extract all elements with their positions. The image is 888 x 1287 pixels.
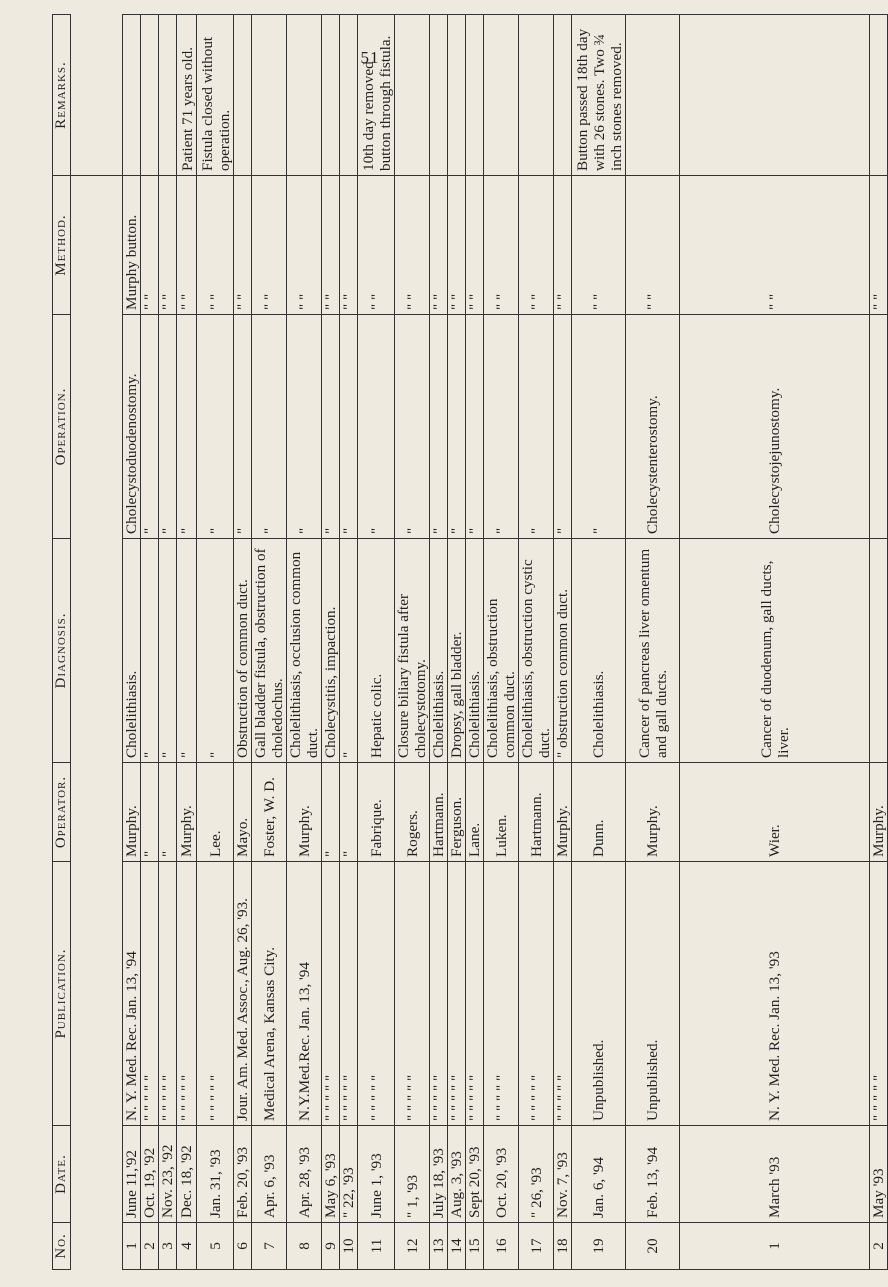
- cell-no: 2: [870, 1223, 888, 1270]
- table-row: [340, 15, 358, 1270]
- cell-method: " ": [430, 176, 448, 315]
- cell-operation: ": [141, 315, 159, 539]
- cell-operation: ": [448, 315, 466, 539]
- cell-no: 1: [123, 1223, 141, 1270]
- cell-operation: Cholecystenterostomy.: [626, 315, 680, 539]
- cell-date: " 1, '93: [395, 1126, 430, 1223]
- cell-publication: " " " " ": [430, 862, 448, 1126]
- cell-operator: ": [322, 763, 340, 862]
- header-method: Method.: [53, 176, 71, 315]
- cell-remarks: Button passed 18th day with 26 stones. Two ¾ inch stones removed.: [572, 15, 626, 176]
- cell-publication: " " " " ": [395, 862, 430, 1126]
- cell-operator: Murphy.: [626, 763, 680, 862]
- cell-publication: " " " " ": [448, 862, 466, 1126]
- cell-operator: ": [141, 763, 159, 862]
- table-row: [484, 15, 519, 1270]
- table-row: [519, 15, 554, 1270]
- table-row: [430, 15, 448, 1270]
- table-row: [626, 15, 680, 1270]
- header-diagnosis: Diagnosis.: [53, 539, 71, 763]
- cell-publication: N.Y.Med.Rec. Jan. 13, '94: [287, 862, 322, 1126]
- cell-operator: Murphy.: [287, 763, 322, 862]
- cell-publication: " " " " ": [466, 862, 484, 1126]
- cell-operation: ": [159, 315, 177, 539]
- cell-diagnosis: ": [141, 539, 159, 763]
- cell-diagnosis: ": [177, 539, 197, 763]
- cell-date: Feb. 20, '93: [234, 1126, 252, 1223]
- cell-publication: Unpublished.: [572, 862, 626, 1126]
- cell-no: 14: [448, 1223, 466, 1270]
- header-operator: Operator.: [53, 763, 71, 862]
- cell-no: 1: [680, 1223, 870, 1270]
- case-table: [52, 14, 888, 1270]
- header-operation: Operation.: [53, 315, 71, 539]
- cell-operator: Ferguson.: [448, 763, 466, 862]
- table-row: [466, 15, 484, 1270]
- cell-diagnosis: ": [197, 539, 234, 763]
- cell-diagnosis: Cholelithiasis, occlusion common duct.: [287, 539, 322, 763]
- cell-diagnosis: [870, 539, 888, 763]
- cell-operation: ": [572, 315, 626, 539]
- cell-operator: Hartmann.: [519, 763, 554, 862]
- cell-operation: Cholecystojejunostomy.: [680, 315, 870, 539]
- table-row: [234, 15, 252, 1270]
- cell-publication: " " " " ": [159, 862, 177, 1126]
- cell-diagnosis: Cholecystitis, impaction.: [322, 539, 340, 763]
- cell-no: 19: [572, 1223, 626, 1270]
- cell-no: 7: [252, 1223, 287, 1270]
- table-row: [680, 15, 870, 1270]
- cell-date: Oct. 20, '93: [484, 1126, 519, 1223]
- cell-operation: ": [519, 315, 554, 539]
- table-row: [395, 15, 430, 1270]
- cell-operation: ": [234, 315, 252, 539]
- cell-operator: Murphy.: [554, 763, 572, 862]
- cell-remarks: [340, 15, 358, 176]
- cell-remarks: [554, 15, 572, 176]
- cell-publication: " " " " ": [358, 862, 395, 1126]
- cell-method: " ": [358, 176, 395, 315]
- cell-operator: Murphy.: [177, 763, 197, 862]
- table-row: [448, 15, 466, 1270]
- cell-method: " ": [395, 176, 430, 315]
- cell-date: June 11,'92: [123, 1126, 141, 1223]
- cell-date: Jan. 6, '94: [572, 1126, 626, 1223]
- cell-no: 6: [234, 1223, 252, 1270]
- header-remarks: Remarks.: [53, 15, 71, 176]
- cell-no: 16: [484, 1223, 519, 1270]
- cell-remarks: [448, 15, 466, 176]
- cell-operation: ": [197, 315, 234, 539]
- cell-diagnosis: Cholelithiasis.: [572, 539, 626, 763]
- cell-method: " ": [234, 176, 252, 315]
- cell-date: Apr. 28, '93: [287, 1126, 322, 1223]
- table-row: [287, 15, 322, 1270]
- cell-no: 3: [159, 1223, 177, 1270]
- subheader-row: [71, 15, 123, 1270]
- header-no: No.: [53, 1223, 71, 1270]
- cell-date: " 26, '93: [519, 1126, 554, 1223]
- cell-no: 5: [197, 1223, 234, 1270]
- cell-method: " ": [466, 176, 484, 315]
- cell-remarks: [519, 15, 554, 176]
- cell-remarks: [484, 15, 519, 176]
- cell-publication: " " " " ": [484, 862, 519, 1126]
- cell-method: " ": [680, 176, 870, 315]
- cell-no: 20: [626, 1223, 680, 1270]
- cell-diagnosis: Dropsy, gall bladder.: [448, 539, 466, 763]
- cell-diagnosis: " obstruction common duct.: [554, 539, 572, 763]
- cell-operator: Murphy.: [123, 763, 141, 862]
- cell-operation: ": [484, 315, 519, 539]
- cell-publication: " " " " ": [322, 862, 340, 1126]
- table-row: [322, 15, 340, 1270]
- cell-operation: ": [554, 315, 572, 539]
- cell-operator: ": [159, 763, 177, 862]
- cell-date: Oct. 19, '92: [141, 1126, 159, 1223]
- cell-operator: Lee.: [197, 763, 234, 862]
- cell-remarks: Patient 71 years old.: [177, 15, 197, 176]
- cell-publication: Jour. Am. Med. Assoc., Aug. 26, '93.: [234, 862, 252, 1126]
- cell-remarks: [123, 15, 141, 176]
- cell-publication: Unpublished.: [626, 862, 680, 1126]
- cell-no: 11: [358, 1223, 395, 1270]
- cell-method: " ": [141, 176, 159, 315]
- cell-remarks: [870, 15, 888, 176]
- cell-operation: ": [322, 315, 340, 539]
- cell-no: 18: [554, 1223, 572, 1270]
- cell-no: 10: [340, 1223, 358, 1270]
- cell-date: May 6, '93: [322, 1126, 340, 1223]
- cell-publication: " " " " ": [870, 862, 888, 1126]
- cell-remarks: [141, 15, 159, 176]
- cell-no: 17: [519, 1223, 554, 1270]
- cell-operator: Foster, W. D.: [252, 763, 287, 862]
- cell-remarks: [395, 15, 430, 176]
- cell-remarks: [430, 15, 448, 176]
- subheader-spacer: [71, 176, 123, 1270]
- table-row: [870, 15, 888, 1270]
- page-number: 51: [360, 48, 380, 67]
- header-row: [53, 15, 71, 1270]
- cell-method: " ": [252, 176, 287, 315]
- table-row: [554, 15, 572, 1270]
- cell-diagnosis: Obstruction of common duct.: [234, 539, 252, 763]
- cell-publication: Medical Arena, Kansas City.: [252, 862, 287, 1126]
- cell-method: " ": [484, 176, 519, 315]
- cell-publication: N. Y. Med. Rec. Jan. 13, '93: [680, 862, 870, 1126]
- cell-operator: Lane.: [466, 763, 484, 862]
- cell-diagnosis: Cancer of pancreas liver omentum and gall ducts.: [626, 539, 680, 763]
- cell-method: " ": [177, 176, 197, 315]
- cell-publication: " " " " ": [177, 862, 197, 1126]
- cell-diagnosis: Cholelithiasis.: [466, 539, 484, 763]
- cell-operation: ": [340, 315, 358, 539]
- cell-date: Aug. 3, '93: [448, 1126, 466, 1223]
- cell-date: " 22, '93: [340, 1126, 358, 1223]
- cell-publication: N. Y. Med. Rec. Jan. 13, '94: [123, 862, 141, 1126]
- cell-date: June 1, '93: [358, 1126, 395, 1223]
- cell-publication: " " " " ": [554, 862, 572, 1126]
- table-row: [252, 15, 287, 1270]
- cell-operation: ": [395, 315, 430, 539]
- cell-remarks: 10th day removed button through fistula.: [358, 15, 395, 176]
- subheader-spacer-remarks: [71, 15, 123, 176]
- cell-no: 2: [141, 1223, 159, 1270]
- cell-operator: Murphy.: [870, 763, 888, 862]
- cell-method: " ": [197, 176, 234, 315]
- table-row: [358, 15, 395, 1270]
- cell-remarks: [159, 15, 177, 176]
- cell-diagnosis: Cholelithiasis, obstruction cystic duct.: [519, 539, 554, 763]
- cell-operator: Rogers.: [395, 763, 430, 862]
- cell-method: " ": [870, 176, 888, 315]
- table-row: [159, 15, 177, 1270]
- table-row: [177, 15, 197, 1270]
- cell-date: Feb. 13, '94: [626, 1126, 680, 1223]
- cell-remarks: Fistula closed without operation.: [197, 15, 234, 176]
- cell-diagnosis: Gall bladder fistula, obstruction of choledochus.: [252, 539, 287, 763]
- cell-remarks: [680, 15, 870, 176]
- cell-diagnosis: Hepatic colic.: [358, 539, 395, 763]
- cell-remarks: [287, 15, 322, 176]
- cell-diagnosis: Cancer of duodenum, gall ducts, liver.: [680, 539, 870, 763]
- cell-operation: ": [358, 315, 395, 539]
- cell-publication: " " " " ": [340, 862, 358, 1126]
- cell-no: 15: [466, 1223, 484, 1270]
- cell-remarks: [234, 15, 252, 176]
- cell-date: March '93: [680, 1126, 870, 1223]
- cell-remarks: [626, 15, 680, 176]
- header-publication: Publication.: [53, 862, 71, 1126]
- cell-no: 13: [430, 1223, 448, 1270]
- cell-method: " ": [340, 176, 358, 315]
- cell-operation: ": [430, 315, 448, 539]
- header-date: Date.: [53, 1126, 71, 1223]
- cell-publication: " " " " ": [141, 862, 159, 1126]
- table-row: [141, 15, 159, 1270]
- cell-operator: Wier.: [680, 763, 870, 862]
- cell-date: Jan. 31, '93: [197, 1126, 234, 1223]
- cell-no: 9: [322, 1223, 340, 1270]
- cell-date: Nov. 7, '93: [554, 1126, 572, 1223]
- cell-publication: " " " " ": [519, 862, 554, 1126]
- cell-operation: ": [252, 315, 287, 539]
- cell-diagnosis: Cholelithiasis.: [123, 539, 141, 763]
- cell-diagnosis: ": [340, 539, 358, 763]
- cell-date: Nov. 23, '92: [159, 1126, 177, 1223]
- cell-method: Murphy button.: [123, 176, 141, 315]
- cell-remarks: [252, 15, 287, 176]
- cell-operator: Dunn.: [572, 763, 626, 862]
- cell-publication: " " " " ": [197, 862, 234, 1126]
- cell-date: Sept 20, '93: [466, 1126, 484, 1223]
- cell-operator: Fabrique.: [358, 763, 395, 862]
- cell-diagnosis: Closure biliary fistula after cholecystotomy.: [395, 539, 430, 763]
- table-row: [123, 15, 141, 1270]
- cell-operation: ": [287, 315, 322, 539]
- cell-diagnosis: Cholelithiasis.: [430, 539, 448, 763]
- cell-no: 12: [395, 1223, 430, 1270]
- cell-date: July 18, '93: [430, 1126, 448, 1223]
- cell-method: " ": [626, 176, 680, 315]
- cell-diagnosis: ": [159, 539, 177, 763]
- cell-method: " ": [322, 176, 340, 315]
- table-row: [197, 15, 234, 1270]
- cell-operation: ": [177, 315, 197, 539]
- cell-operator: Hartmann.: [430, 763, 448, 862]
- cell-operation: Cholecystoduodenostomy.: [123, 315, 141, 539]
- table-row: [572, 15, 626, 1270]
- cell-remarks: [322, 15, 340, 176]
- cell-method: " ": [519, 176, 554, 315]
- cell-operation: [870, 315, 888, 539]
- cell-remarks: [466, 15, 484, 176]
- cell-method: " ": [448, 176, 466, 315]
- cell-no: 8: [287, 1223, 322, 1270]
- cell-no: 4: [177, 1223, 197, 1270]
- cell-operator: ": [340, 763, 358, 862]
- cell-operator: Luken.: [484, 763, 519, 862]
- cell-method: " ": [554, 176, 572, 315]
- cell-method: " ": [572, 176, 626, 315]
- cell-method: " ": [287, 176, 322, 315]
- cell-method: " ": [159, 176, 177, 315]
- cell-operation: ": [466, 315, 484, 539]
- cell-operator: Mayo.: [234, 763, 252, 862]
- cell-date: May '93: [870, 1126, 888, 1223]
- cell-date: Apr. 6, '93: [252, 1126, 287, 1223]
- cell-diagnosis: Cholelithiasis, obstruction common duct.: [484, 539, 519, 763]
- cell-date: Dec. 18, '92: [177, 1126, 197, 1223]
